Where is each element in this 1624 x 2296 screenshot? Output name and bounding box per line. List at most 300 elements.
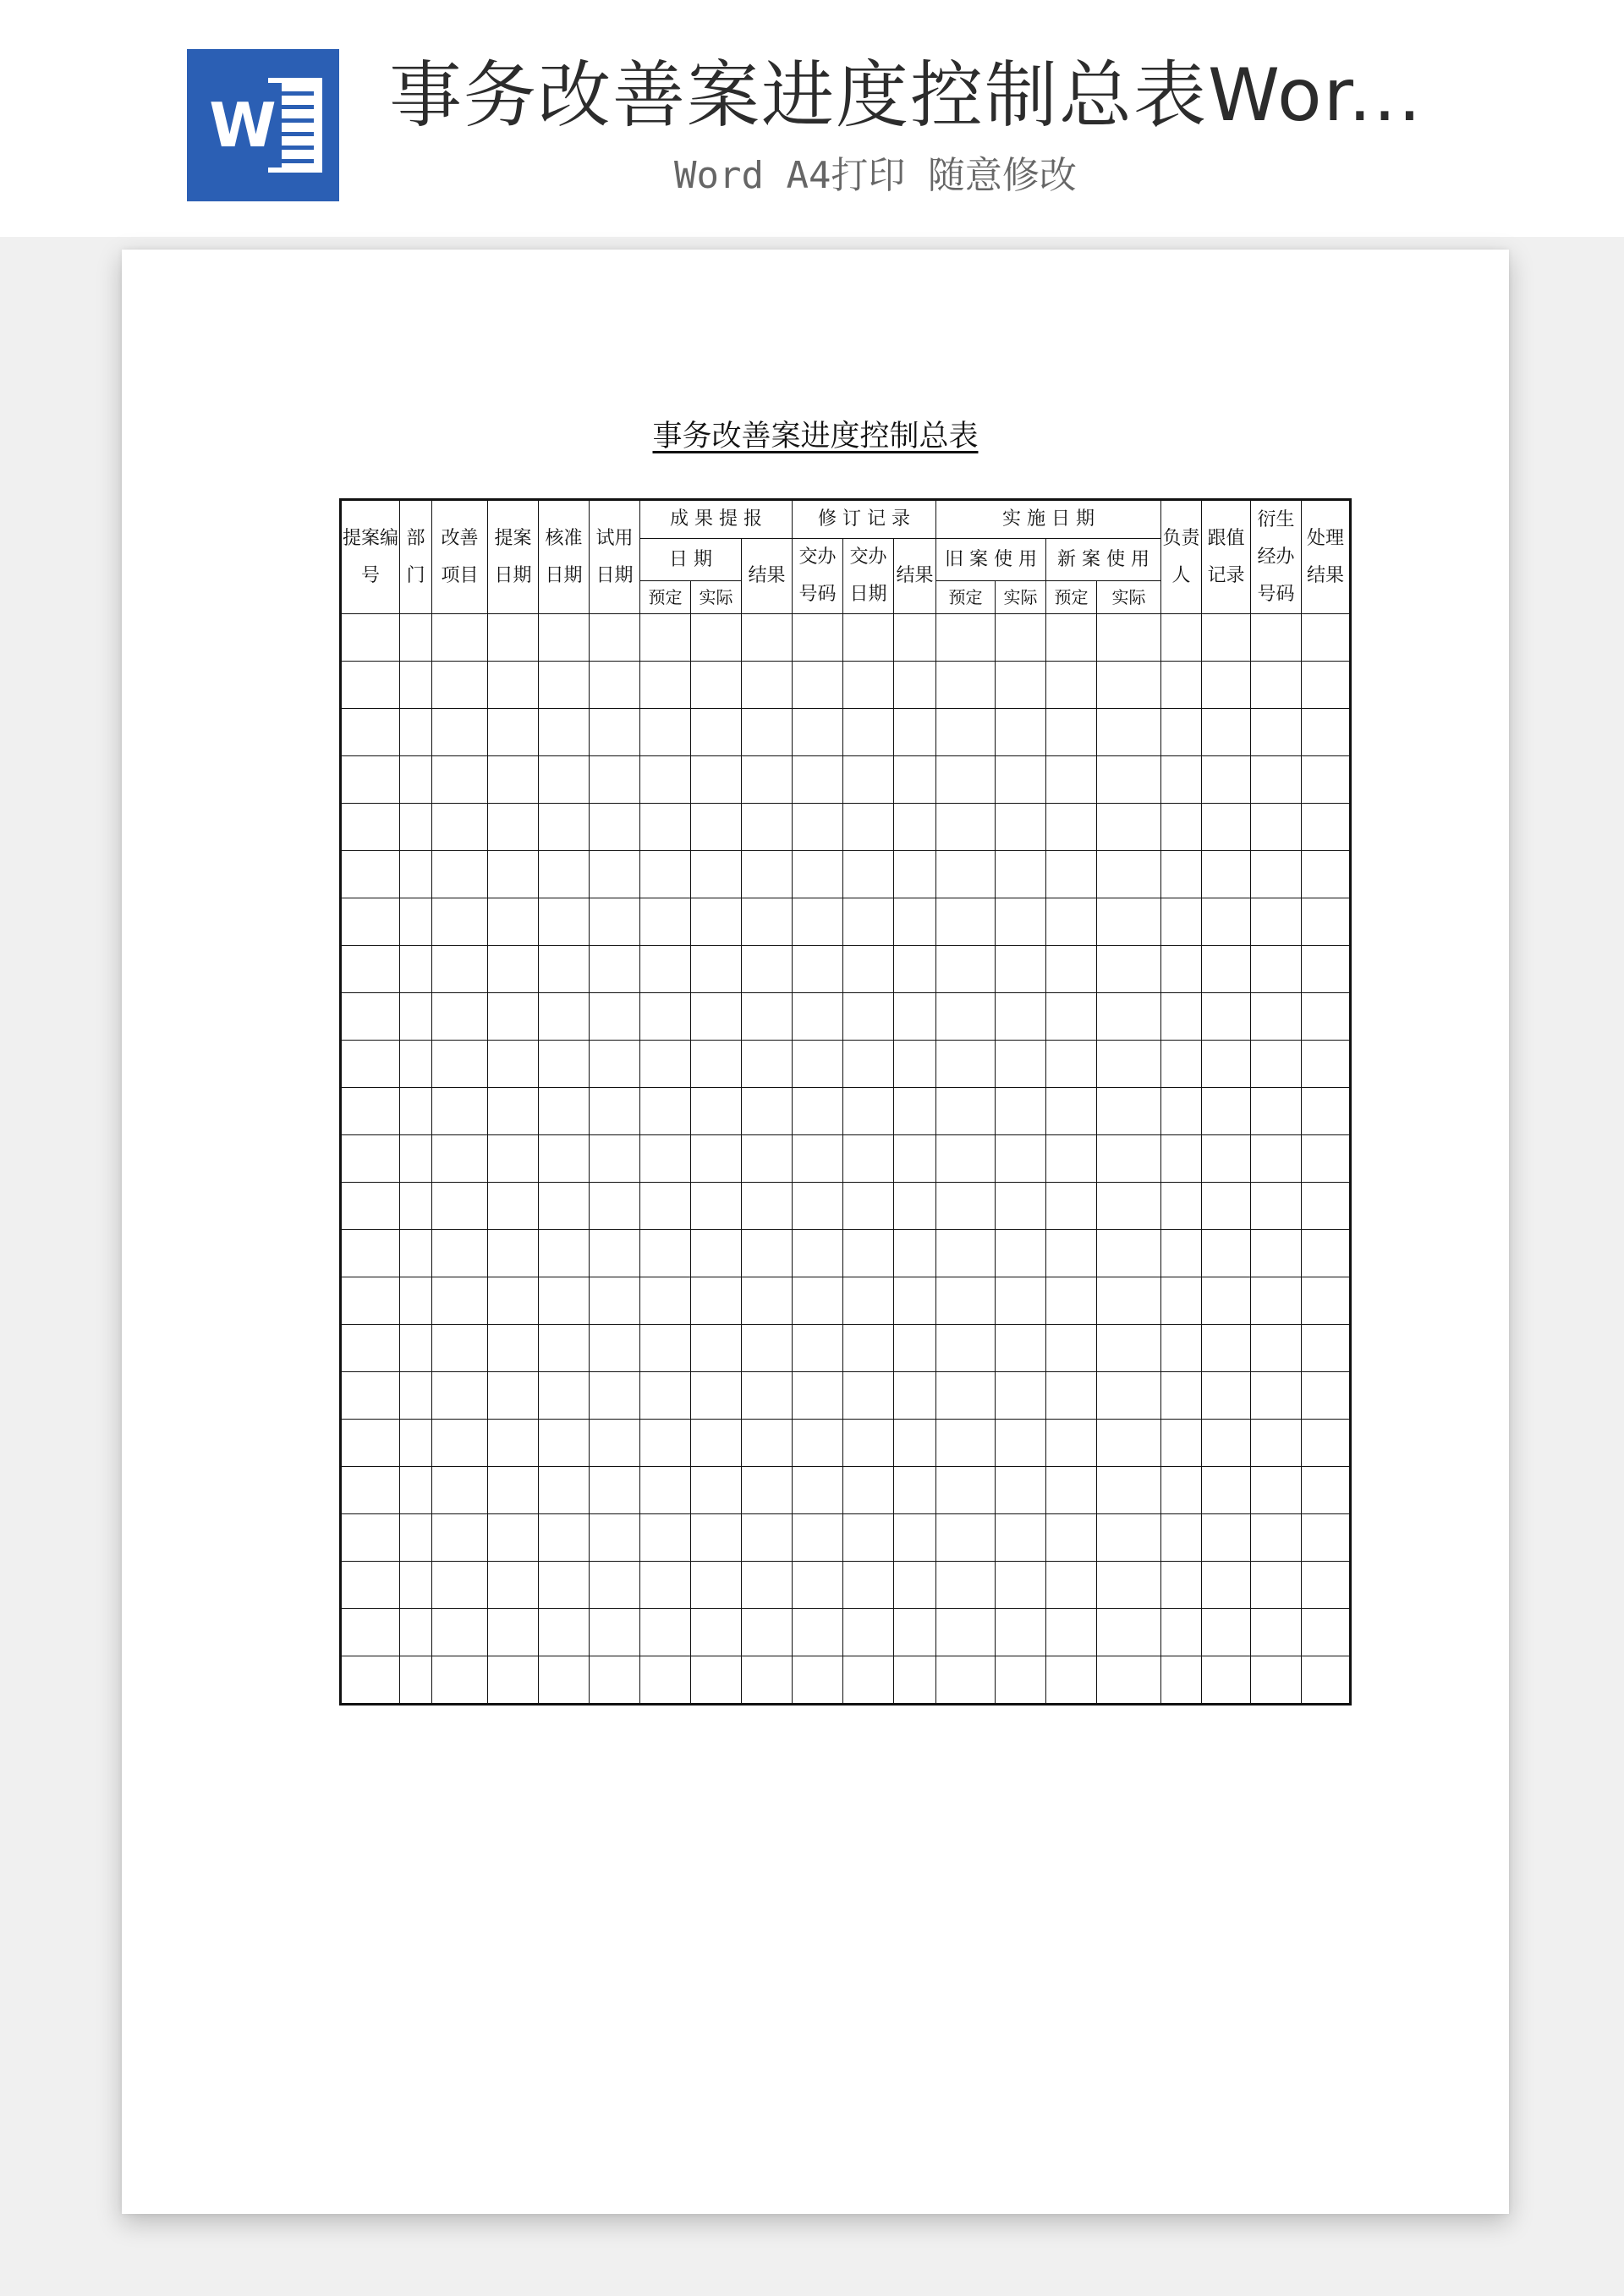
table-cell	[936, 1372, 996, 1420]
table-cell	[432, 614, 488, 662]
table-cell	[640, 1325, 691, 1372]
table-row	[341, 709, 1351, 756]
table-cell	[691, 851, 742, 898]
header-handover-date: 交办日期	[843, 539, 894, 614]
table-cell	[432, 1277, 488, 1325]
table-cell	[400, 1325, 432, 1372]
table-cell	[1302, 1562, 1351, 1609]
table-cell	[793, 993, 843, 1041]
table-cell	[1161, 1609, 1202, 1656]
table-cell	[1097, 804, 1161, 851]
table-cell	[1161, 993, 1202, 1041]
table-row	[341, 1088, 1351, 1135]
table-row	[341, 1467, 1351, 1514]
header-results-planned: 预定	[640, 581, 691, 614]
table-cell	[1202, 1514, 1251, 1562]
table-cell	[539, 1088, 590, 1135]
table-cell	[1302, 1230, 1351, 1277]
table-cell	[843, 1277, 894, 1325]
table-cell	[1161, 1183, 1202, 1230]
header-results-actual: 实际	[691, 581, 742, 614]
table-cell	[590, 1230, 640, 1277]
table-cell	[400, 709, 432, 756]
table-cell	[1097, 851, 1161, 898]
table-cell	[341, 1562, 400, 1609]
table-cell	[400, 1041, 432, 1088]
table-cell	[1046, 709, 1097, 756]
table-cell	[640, 1088, 691, 1135]
table-cell	[1046, 898, 1097, 946]
table-cell	[1202, 1467, 1251, 1514]
table-cell	[1161, 851, 1202, 898]
table-cell	[691, 1609, 742, 1656]
table-cell	[590, 614, 640, 662]
table-cell	[400, 1609, 432, 1656]
table-cell	[590, 898, 640, 946]
table-cell	[400, 1230, 432, 1277]
header-old-actual: 实际	[996, 581, 1046, 614]
table-cell	[1202, 1230, 1251, 1277]
table-cell	[1202, 1088, 1251, 1135]
table-cell	[590, 851, 640, 898]
table-cell	[640, 1609, 691, 1656]
header-old-planned: 预定	[936, 581, 996, 614]
table-cell	[1097, 1372, 1161, 1420]
table-cell	[691, 1277, 742, 1325]
table-cell	[742, 1088, 793, 1135]
table-cell	[400, 1420, 432, 1467]
table-cell	[488, 1088, 539, 1135]
table-cell	[936, 898, 996, 946]
table-cell	[1251, 1230, 1302, 1277]
table-cell	[793, 1467, 843, 1514]
table-cell	[400, 614, 432, 662]
header-results-report: 成 果 提 报	[640, 500, 793, 539]
table-cell	[432, 851, 488, 898]
table-cell	[936, 662, 996, 709]
table-cell	[691, 1135, 742, 1183]
table-cell	[793, 1609, 843, 1656]
table-cell	[341, 1609, 400, 1656]
table-cell	[1046, 614, 1097, 662]
table-cell	[640, 1420, 691, 1467]
table-cell	[843, 851, 894, 898]
table-cell	[894, 1656, 936, 1705]
table-cell	[894, 1135, 936, 1183]
table-cell	[1251, 1609, 1302, 1656]
table-row	[341, 662, 1351, 709]
table-cell	[894, 1230, 936, 1277]
table-cell	[1202, 1372, 1251, 1420]
table-cell	[691, 756, 742, 804]
table-cell	[1251, 1088, 1302, 1135]
table-cell	[996, 1135, 1046, 1183]
table-cell	[1161, 756, 1202, 804]
table-row	[341, 1041, 1351, 1088]
table-cell	[341, 1325, 400, 1372]
table-cell	[590, 1135, 640, 1183]
table-cell	[488, 1325, 539, 1372]
header-new-planned: 预定	[1046, 581, 1097, 614]
table-cell	[742, 1656, 793, 1705]
table-row	[341, 898, 1351, 946]
table-cell	[1046, 946, 1097, 993]
table-cell	[590, 709, 640, 756]
table-header	[341, 500, 1351, 614]
table-cell	[432, 1230, 488, 1277]
table-cell	[590, 804, 640, 851]
table-cell	[1251, 1514, 1302, 1562]
table-cell	[1097, 946, 1161, 993]
table-cell	[1251, 804, 1302, 851]
table-row	[341, 1230, 1351, 1277]
table-cell	[341, 614, 400, 662]
table-cell	[640, 1562, 691, 1609]
table-cell	[1046, 1183, 1097, 1230]
table-cell	[1097, 662, 1161, 709]
table-cell	[936, 993, 996, 1041]
header-revision-record: 修 订 记 录	[793, 500, 936, 539]
table-cell	[996, 1467, 1046, 1514]
table-cell	[1161, 1135, 1202, 1183]
table-cell	[400, 1514, 432, 1562]
header-results-result: 结果	[742, 539, 793, 614]
table-cell	[691, 1467, 742, 1514]
table-row	[341, 1562, 1351, 1609]
header-new-actual: 实际	[1097, 581, 1161, 614]
table-cell	[341, 662, 400, 709]
table-cell	[1097, 1230, 1161, 1277]
table-cell	[1161, 1420, 1202, 1467]
table-cell	[400, 993, 432, 1041]
table-cell	[539, 1041, 590, 1088]
table-cell	[432, 804, 488, 851]
table-cell	[590, 1514, 640, 1562]
table-cell	[996, 1656, 1046, 1705]
table-cell	[539, 898, 590, 946]
table-cell	[894, 1041, 936, 1088]
table-cell	[793, 1277, 843, 1325]
table-cell	[488, 804, 539, 851]
table-cell	[341, 1183, 400, 1230]
table-row	[341, 1420, 1351, 1467]
table-cell	[1251, 1420, 1302, 1467]
table-cell	[843, 1562, 894, 1609]
table-cell	[1251, 1562, 1302, 1609]
header-revision-result: 结果	[894, 539, 936, 614]
table-cell	[640, 1514, 691, 1562]
table-cell	[1046, 1467, 1097, 1514]
header-follow-record: 跟值记录	[1202, 500, 1251, 614]
table-cell	[488, 1230, 539, 1277]
table-cell	[432, 1325, 488, 1372]
table-cell	[691, 1372, 742, 1420]
table-cell	[539, 1277, 590, 1325]
table-cell	[539, 1562, 590, 1609]
table-cell	[488, 851, 539, 898]
table-cell	[432, 1656, 488, 1705]
table-cell	[936, 1230, 996, 1277]
table-cell	[539, 1135, 590, 1183]
table-cell	[400, 1562, 432, 1609]
table-cell	[590, 1088, 640, 1135]
table-cell	[590, 1656, 640, 1705]
table-cell	[1046, 662, 1097, 709]
table-cell	[894, 756, 936, 804]
table-cell	[1251, 993, 1302, 1041]
table-cell	[1302, 1135, 1351, 1183]
table-cell	[1202, 662, 1251, 709]
table-cell	[1161, 1325, 1202, 1372]
table-cell	[488, 1467, 539, 1514]
table-cell	[1161, 1656, 1202, 1705]
table-cell	[590, 1372, 640, 1420]
table-cell	[1097, 1467, 1161, 1514]
table-cell	[1161, 1230, 1202, 1277]
table-cell	[936, 1277, 996, 1325]
table-cell	[539, 1420, 590, 1467]
table-cell	[539, 614, 590, 662]
table-cell	[996, 898, 1046, 946]
table-cell	[341, 1230, 400, 1277]
table-cell	[1046, 1562, 1097, 1609]
table-cell	[793, 1135, 843, 1183]
table-cell	[936, 1325, 996, 1372]
table-cell	[1097, 1183, 1161, 1230]
table-cell	[1202, 1562, 1251, 1609]
table-cell	[843, 1609, 894, 1656]
table-cell	[1251, 1183, 1302, 1230]
table-cell	[936, 1135, 996, 1183]
table-cell	[996, 1041, 1046, 1088]
table-cell	[1202, 898, 1251, 946]
table-cell	[1302, 1183, 1351, 1230]
table-cell	[742, 1230, 793, 1277]
table-cell	[1161, 662, 1202, 709]
table-cell	[1097, 1656, 1161, 1705]
header-approval-date: 核准日期	[539, 500, 590, 614]
table-cell	[843, 1183, 894, 1230]
table-cell	[539, 1656, 590, 1705]
table-cell	[488, 1372, 539, 1420]
table-cell	[894, 1420, 936, 1467]
table-cell	[793, 1514, 843, 1562]
table-cell	[691, 614, 742, 662]
table-cell	[1046, 1656, 1097, 1705]
table-cell	[488, 946, 539, 993]
table-cell	[488, 993, 539, 1041]
table-cell	[742, 1562, 793, 1609]
table-cell	[640, 898, 691, 946]
table-cell	[793, 1656, 843, 1705]
table-cell	[843, 1514, 894, 1562]
table-cell	[1161, 614, 1202, 662]
table-cell	[640, 1372, 691, 1420]
table-cell	[1251, 1372, 1302, 1420]
table-cell	[793, 898, 843, 946]
table-cell	[341, 1372, 400, 1420]
table-cell	[590, 1183, 640, 1230]
table-cell	[1251, 1656, 1302, 1705]
table-cell	[590, 1562, 640, 1609]
table-cell	[590, 1467, 640, 1514]
table-cell	[590, 1609, 640, 1656]
table-cell	[488, 1277, 539, 1325]
table-cell	[1097, 1609, 1161, 1656]
table-cell	[488, 1656, 539, 1705]
table-cell	[691, 804, 742, 851]
table-cell	[432, 898, 488, 946]
table-cell	[400, 946, 432, 993]
table-cell	[1202, 1135, 1251, 1183]
table-cell	[1202, 709, 1251, 756]
table-cell	[1097, 1041, 1161, 1088]
table-cell	[539, 1183, 590, 1230]
table-cell	[843, 662, 894, 709]
table-cell	[1251, 1135, 1302, 1183]
table-cell	[432, 756, 488, 804]
table-cell	[843, 709, 894, 756]
table-cell	[432, 1088, 488, 1135]
table-cell	[894, 1372, 936, 1420]
table-cell	[894, 898, 936, 946]
table-cell	[1202, 614, 1251, 662]
table-cell	[640, 804, 691, 851]
table-cell	[1161, 1514, 1202, 1562]
table-cell	[488, 1609, 539, 1656]
table-cell	[996, 1230, 1046, 1277]
table-cell	[691, 1041, 742, 1088]
table-row	[341, 1135, 1351, 1183]
table-cell	[1161, 898, 1202, 946]
table-cell	[1046, 851, 1097, 898]
table-cell	[539, 993, 590, 1041]
table-cell	[590, 662, 640, 709]
table-row	[341, 1656, 1351, 1705]
header-trial-date: 试用日期	[590, 500, 640, 614]
table-cell	[691, 1088, 742, 1135]
table-cell	[341, 1514, 400, 1562]
table-cell	[640, 851, 691, 898]
table-cell	[1097, 1514, 1161, 1562]
table-cell	[1161, 946, 1202, 993]
table-cell	[1302, 1372, 1351, 1420]
table-cell	[742, 993, 793, 1041]
table-cell	[843, 756, 894, 804]
table-cell	[1302, 1088, 1351, 1135]
table-cell	[341, 756, 400, 804]
table-cell	[1302, 756, 1351, 804]
table-cell	[640, 1230, 691, 1277]
table-row	[341, 1514, 1351, 1562]
table-cell	[400, 898, 432, 946]
table-cell	[1251, 1041, 1302, 1088]
table-cell	[894, 1609, 936, 1656]
table-cell	[1202, 1277, 1251, 1325]
table-cell	[691, 1325, 742, 1372]
table-cell	[432, 1135, 488, 1183]
table-cell	[843, 614, 894, 662]
table-cell	[843, 1656, 894, 1705]
table-body	[341, 614, 1351, 1705]
table-cell	[843, 1135, 894, 1183]
table-cell	[691, 1420, 742, 1467]
table-cell	[996, 709, 1046, 756]
table-row	[341, 1372, 1351, 1420]
table-cell	[691, 946, 742, 993]
table-cell	[640, 756, 691, 804]
table-cell	[936, 851, 996, 898]
table-cell	[539, 946, 590, 993]
table-cell	[936, 1656, 996, 1705]
table-cell	[1161, 1467, 1202, 1514]
table-cell	[488, 1183, 539, 1230]
table-cell	[539, 1467, 590, 1514]
table-cell	[1302, 1277, 1351, 1325]
header-handover-no: 交办号码	[793, 539, 843, 614]
table-cell	[1202, 804, 1251, 851]
table-cell	[1302, 804, 1351, 851]
table-cell	[894, 709, 936, 756]
table-cell	[1097, 993, 1161, 1041]
table-cell	[539, 851, 590, 898]
table-cell	[691, 1562, 742, 1609]
table-cell	[1161, 1041, 1202, 1088]
table-cell	[894, 1277, 936, 1325]
table-cell	[1097, 1277, 1161, 1325]
table-cell	[793, 1325, 843, 1372]
table-cell	[936, 1467, 996, 1514]
table-cell	[1202, 756, 1251, 804]
table-cell	[894, 1325, 936, 1372]
table-cell	[843, 1088, 894, 1135]
table-cell	[1251, 946, 1302, 993]
table-cell	[488, 1041, 539, 1088]
table-cell	[793, 1230, 843, 1277]
table-cell	[793, 1183, 843, 1230]
header-new-case-use: 新 案 使 用	[1046, 539, 1161, 581]
table-cell	[742, 1514, 793, 1562]
table-cell	[1097, 1135, 1161, 1183]
table-cell	[341, 1041, 400, 1088]
table-cell	[894, 804, 936, 851]
table-cell	[400, 1183, 432, 1230]
table-cell	[488, 1514, 539, 1562]
table-cell	[936, 1514, 996, 1562]
table-cell	[894, 614, 936, 662]
table-cell	[742, 1325, 793, 1372]
table-cell	[1251, 1325, 1302, 1372]
table-cell	[539, 756, 590, 804]
table-cell	[432, 1372, 488, 1420]
table-cell	[1302, 1325, 1351, 1372]
table-cell	[742, 662, 793, 709]
table-cell	[539, 1230, 590, 1277]
table-cell	[1202, 946, 1251, 993]
table-cell	[793, 1420, 843, 1467]
table-cell	[843, 1372, 894, 1420]
table-cell	[488, 1562, 539, 1609]
table-cell	[793, 851, 843, 898]
table-cell	[341, 1135, 400, 1183]
table-cell	[1161, 709, 1202, 756]
header-derived-no: 衍生经办号码	[1251, 500, 1302, 614]
table-cell	[341, 851, 400, 898]
table-cell	[691, 709, 742, 756]
table-cell	[341, 946, 400, 993]
table-cell	[1302, 1609, 1351, 1656]
table-cell	[1097, 709, 1161, 756]
